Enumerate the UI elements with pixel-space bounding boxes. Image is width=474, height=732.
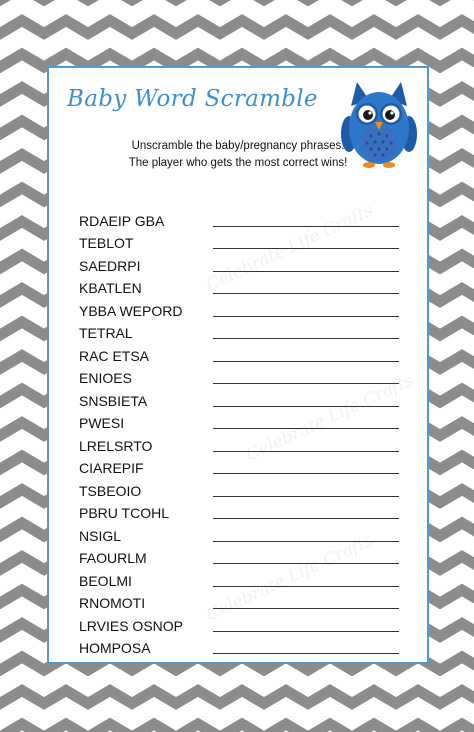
word-row [79, 275, 399, 298]
answer-line[interactable] [213, 257, 399, 272]
page-title: Baby Word Scramble [67, 86, 318, 112]
scrambled-word: LRVIES OSNOP [79, 617, 184, 634]
word-row [79, 567, 399, 590]
answer-line[interactable] [213, 572, 399, 587]
word-row [79, 365, 399, 388]
word-row [79, 590, 399, 613]
scrambled-word: RDAEIP GBA [79, 212, 165, 229]
instructions-line-2: The player who gets the most correct wins! [128, 157, 348, 169]
word-row [79, 230, 399, 253]
answer-line[interactable] [213, 437, 399, 452]
word-row [79, 207, 399, 230]
chevron-stripe [0, 724, 474, 732]
answer-line[interactable] [213, 234, 399, 249]
scrambled-word: RAC ETSA [79, 347, 150, 364]
answer-line[interactable] [213, 482, 399, 497]
scrambled-word: TEBLOT [79, 235, 134, 251]
scrambled-word: TSBEOIO [79, 482, 142, 499]
word-row [79, 635, 399, 658]
game-card [47, 66, 429, 664]
word-row [79, 342, 399, 365]
word-row [79, 522, 399, 545]
instructions [49, 138, 427, 172]
answer-line[interactable] [213, 414, 399, 429]
scrambled-word: LRELSRTO [79, 437, 153, 454]
scrambled-word: SAEDRPI [79, 257, 141, 274]
answer-line[interactable] [213, 504, 399, 519]
watermark: Celebrate Life Crafts [203, 530, 377, 626]
scrambled-word: HOMPOSA [79, 640, 151, 656]
answer-line[interactable] [213, 279, 399, 294]
word-row [79, 410, 399, 433]
watermark: Celebrate Life Crafts [243, 370, 417, 466]
scrambled-word: ENIOES [79, 370, 132, 386]
word-row [79, 432, 399, 455]
answer-line[interactable] [213, 527, 399, 542]
scrambled-word: PBRU TCOHL [79, 505, 169, 521]
answer-line[interactable] [213, 324, 399, 339]
word-row [79, 297, 399, 320]
word-row [79, 477, 399, 500]
answer-line[interactable] [213, 347, 399, 362]
scrambled-word: FAOURLM [79, 550, 147, 566]
word-row [79, 455, 399, 478]
answer-line[interactable] [213, 212, 399, 227]
answer-line[interactable] [213, 594, 399, 609]
scrambled-word: NSIGL [79, 527, 122, 544]
scrambled-word: YBBA WEPORD [79, 302, 183, 319]
instructions-line-1: Unscramble the baby/pregnancy phrases. [131, 140, 345, 152]
word-row [79, 545, 399, 568]
scrambled-word: CIAREPIF [79, 460, 144, 476]
answer-line[interactable] [213, 302, 399, 317]
answer-line[interactable] [213, 639, 399, 654]
word-list [79, 207, 399, 657]
watermark: Celebrate Life Crafts [203, 200, 377, 296]
scrambled-word: PWESI [79, 415, 125, 431]
scrambled-word: TETRAL [79, 325, 133, 341]
chevron-stripe [0, 21, 474, 34]
answer-line[interactable] [213, 369, 399, 384]
word-row [79, 500, 399, 523]
word-row [79, 387, 399, 410]
word-row [79, 612, 399, 635]
scrambled-word: BEOLMI [79, 572, 132, 589]
answer-line[interactable] [213, 392, 399, 407]
scrambled-word: KBATLEN [79, 280, 142, 296]
answer-line[interactable] [213, 549, 399, 564]
answer-line[interactable] [213, 617, 399, 632]
word-row [79, 252, 399, 275]
chevron-stripe [0, 691, 474, 704]
scrambled-word: SNSBIETA [79, 392, 148, 409]
word-row [79, 320, 399, 343]
answer-line[interactable] [213, 459, 399, 474]
scrambled-word: RNOMOTI [79, 595, 146, 611]
